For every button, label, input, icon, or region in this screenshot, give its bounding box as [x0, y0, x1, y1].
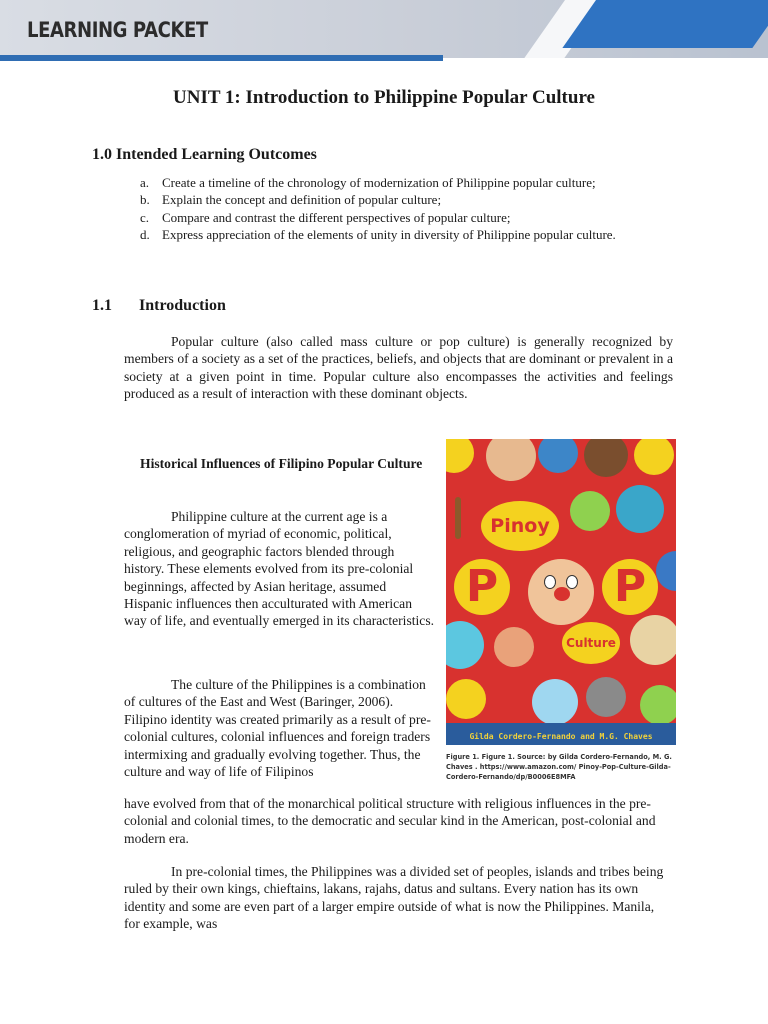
list-text: Compare and contrast the different perspectives of popular culture;	[162, 209, 511, 225]
cover-face-eye	[544, 575, 556, 589]
cover-authors: Gilda Cordero-Fernando and M.G. Chaves	[469, 732, 653, 741]
list-text: Create a timeline of the chronology of modernization of Philippine popular culture;	[162, 175, 596, 190]
header-stripe	[0, 55, 443, 61]
historical-paragraph-3: In pre-colonial times, the Philippines was a divided set of peoples, islands and tribes being ruled by their own kings, chieftains, lakans, rajahs, datus and sultans. Every nation has its own identity and some are even part of a larger empire outside of what is now the Philippines. Manila, for example, was	[124, 864, 664, 932]
cover-dot	[538, 439, 578, 473]
cover-dot	[446, 439, 474, 473]
cover-face-nose	[554, 587, 570, 601]
list-item	[140, 191, 673, 208]
cover-dot	[446, 679, 486, 719]
header-banner	[0, 0, 768, 62]
list-letter: c.	[140, 209, 150, 225]
cover-dot	[570, 491, 610, 531]
outcomes-list	[140, 174, 673, 244]
intro-number: 1.1	[92, 297, 112, 314]
cover-dot	[584, 439, 628, 477]
cover-dot	[494, 627, 534, 667]
header-accent	[562, 0, 768, 48]
list-item	[140, 174, 673, 191]
list-letter: d.	[140, 227, 150, 243]
list-letter: a.	[140, 175, 150, 190]
list-letter: b.	[140, 192, 150, 208]
cover-culture-text: Culture	[562, 622, 620, 664]
historical-paragraph-2: The culture of the Philippines is a combination of cultures of the East and West (Baringer, 2006). Filipino identity was created primarily as a result of pre-colonial cultures, colonial influences and foreign traders intermixing and gradually evolving together. Thus, the culture and way of life of Filipinos	[124, 677, 431, 780]
cover-letter-p-right: P	[602, 559, 658, 615]
historical-paragraph-1: Philippine culture at the current age is a conglomeration of myriad of economic, political, religious, and geographic factors blended through history. These elements evolved from its pre-colonial beginnings, affected by Asian heritage, assumed Hispanic influences then acculturated with American way of life, and eventually emerged in its characteristics.	[124, 509, 435, 629]
cover-dot	[586, 677, 626, 717]
cover-cartoon-face	[528, 559, 594, 625]
book-cover-image	[446, 439, 676, 745]
list-item	[140, 226, 673, 243]
historical-paragraph-2-continued: have evolved from that of the monarchical political structure with religious influences in the pre-colonial and colonial times, to the democratic and secular kind in the American, post-colonial and modern era.	[124, 796, 656, 846]
cover-face-eye	[566, 575, 578, 589]
figure-caption: Figure 1. Figure 1. Source: by Gilda Cordero-Fernando, M. G. Chaves . https://www.amazon.com/ Pinoy-Pop-Culture-Gilda-Cordero-Fernando/dp/B0006E8MFA	[446, 753, 672, 781]
intro-paragraph: Popular culture (also called mass culture or pop culture) is generally recognized by members of a society as a set of the practices, beliefs, and objects that are dominant or prevalent in a society at a given point in time. Popular culture also encompasses the activities and feelings produced as a result of interaction with these dominant objects.	[124, 334, 673, 402]
cover-dot	[656, 551, 676, 591]
cover-pinoy-text: Pinoy	[481, 501, 559, 551]
list-text: Express appreciation of the elements of unity in diversity of Philippine popular culture.	[162, 227, 616, 243]
cover-letter-p-left: P	[454, 559, 510, 615]
list-item	[140, 209, 673, 226]
intro-heading: Introduction	[139, 297, 226, 314]
cover-skewer	[455, 497, 461, 539]
cover-dot	[616, 485, 664, 533]
unit-title: UNIT 1: Introduction to Philippine Popular Culture	[173, 87, 595, 108]
list-text: Explain the concept and definition of popular culture;	[162, 192, 442, 208]
outcomes-heading: 1.0 Intended Learning Outcomes	[92, 146, 317, 163]
cover-dot	[630, 615, 676, 665]
cover-dot	[446, 621, 484, 669]
cover-dot	[486, 439, 536, 481]
cover-dot	[640, 685, 676, 725]
cover-dot	[532, 679, 578, 725]
cover-dot	[634, 439, 674, 475]
packet-title: LEARNING PACKET	[27, 18, 208, 42]
historical-heading: Historical Influences of Filipino Popular Culture	[140, 456, 423, 471]
